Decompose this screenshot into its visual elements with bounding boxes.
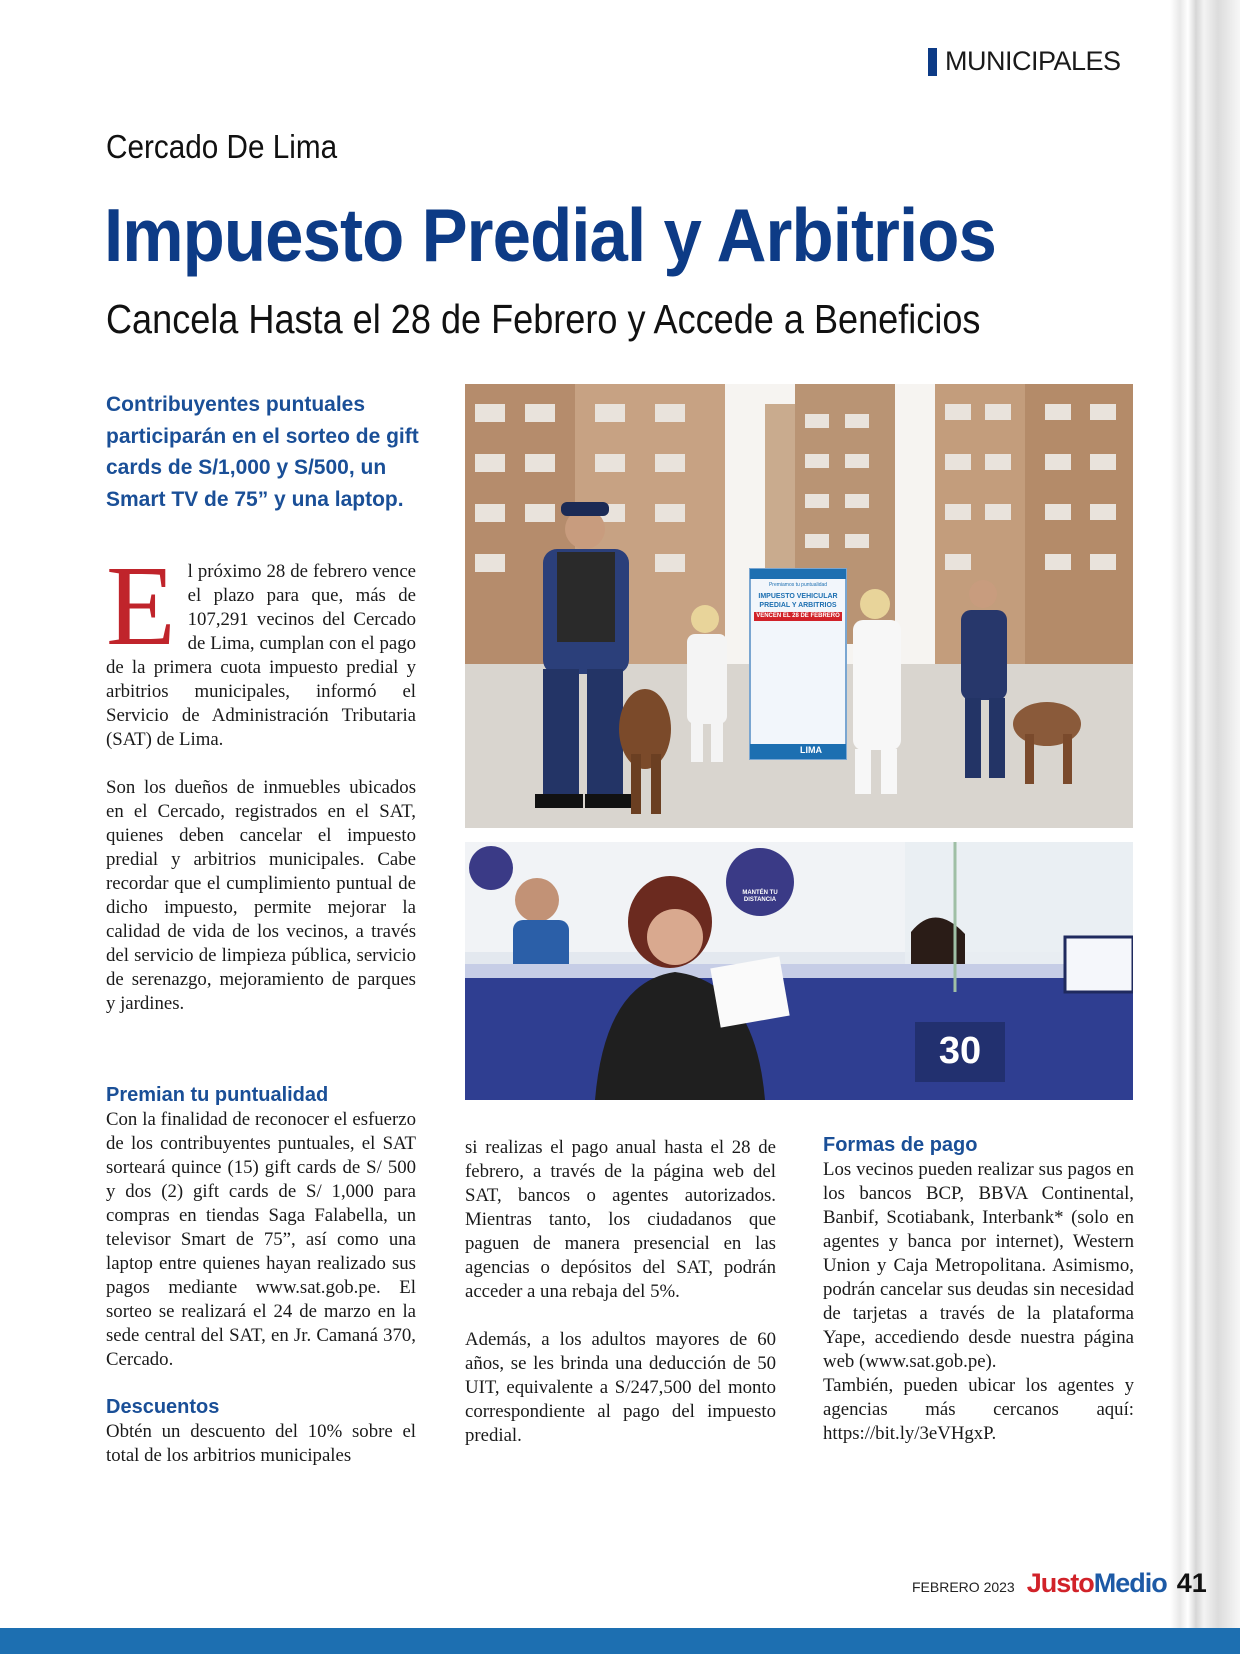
paragraph-adultos: Además, a los adultos mayores de 60 años, se les brinda una deducción de 50 UIT, equivalente a S/247,500 del monto correspondiente al pago del impuesto predial.: [465, 1329, 776, 1446]
page-number: 41: [1176, 1568, 1207, 1598]
banner-title-2: PREDIAL Y ARBITRIOS: [759, 602, 837, 609]
banner-title-1: IMPUESTO VEHICULAR: [758, 593, 838, 600]
photo-serenazgo-banner: [465, 384, 1133, 828]
article-column-3: [823, 1132, 1134, 1446]
intro-text: l próximo 28 de febrero vence el plazo para que, más de 107,291 vecinos del Cercado de Lima, cumplan con el pago de la primera cuota impuesto predial y arbitrios municipales, informó el Servicio de Administración Tributaria (SAT) de Lima.: [106, 561, 416, 750]
article-column-1: [106, 542, 416, 1016]
headline: Impuesto Predial y Arbitrios: [104, 193, 996, 277]
section-tag: [928, 46, 1121, 77]
article-column-1-lower: [106, 1082, 416, 1468]
section-marker: [928, 48, 937, 76]
banner-brand: LIMA: [800, 745, 822, 755]
distance-sign-text: MANTÉN TU DISTANCIA: [742, 890, 778, 903]
paragraph-descuentos: Obtén un descuento del 10% sobre el total de los arbitrios municipales: [106, 1421, 416, 1466]
photo-sat-counter: [465, 842, 1133, 1100]
heading-formas-de-pago: Formas de pago: [823, 1134, 978, 1156]
lead-paragraph: Contribuyentes puntuales participarán en el sorteo de gift cards de S/1,000 y S/500, un Smart TV de 75” y una laptop.: [106, 393, 419, 511]
banner-small-text: Premiamos tu puntualidad: [768, 582, 828, 588]
article-column-2: [465, 1136, 776, 1448]
page-footer: [912, 1568, 1207, 1599]
brand-logo-justo: Justo: [1026, 1568, 1094, 1598]
kicker: Cercado De Lima: [106, 128, 338, 165]
banner-deadline: VENCEN EL 28 DE FEBRERO: [754, 612, 842, 621]
paragraph-formas: Los vecinos pueden realizar sus pagos en los bancos BCP, BBVA Continental, Banbif, Scotiabank, Interbank* (solo en agentes y banca por internet), Western Union y Caja Metropolitana. Asimismo, podrán cancelar sus deudas sin necesidad de tarjetas a través de la plataforma Yape, accediendo desde nuestra página web (www.sat.gob.pe).: [823, 1159, 1134, 1372]
paragraph-intro: [106, 542, 416, 752]
paragraph-owners: Son los dueños de inmuebles ubicados en el Cercado, registrados en el SAT, quienes deben cancelar el impuesto predial y arbitrios municipales. Cabe recordar que el cumplimiento puntual de dicho impuesto, permite mejorar la calidad de vida de los vecinos, a través del servicio de limpieza pública, servicio de serenazgo, mejoramiento de parques y jardines.: [106, 777, 416, 1014]
counter-number: 30: [938, 1030, 982, 1072]
paragraph-pago-anual: si realizas el pago anual hasta el 28 de febrero, a través de la página web del SAT, bancos o agentes autorizados. Mientras tanto, los ciudadanos que paguen de manera presencial en las agencias o depósitos del SAT, podrán acceder a una rebaja del 5%.: [465, 1137, 776, 1302]
photo-counter-illustration: [465, 842, 1133, 1100]
drop-cap: E: [106, 542, 176, 669]
paragraph-agentes: También, pueden ubicar los agentes y agencias más cercanos aquí: https://bit.ly/3eVHgxP.: [823, 1375, 1134, 1444]
bottom-color-bar: [0, 1628, 1240, 1654]
heading-descuentos: Descuentos: [106, 1396, 220, 1418]
issue-date: FEBRERO 2023: [912, 1579, 1015, 1595]
sat-banner-text: [750, 582, 846, 623]
page-spine-shading: [1170, 0, 1240, 1654]
section-label: MUNICIPALES: [945, 46, 1121, 76]
heading-premian: Premian tu puntualidad: [106, 1084, 329, 1106]
subheadline: Cancela Hasta el 28 de Febrero y Accede a Beneficios: [106, 296, 981, 342]
paragraph-premian: Con la finalidad de reconocer el esfuerzo de los contribuyentes puntuales, el SAT sorteará quince (15) gift cards de S/ 500 y dos (2) gift cards de S/ 1,000 para compras en tiendas Saga Falabella, un televisor Smart de 75”, así como una laptop entre quienes hayan realizado sus pagos mediante www.sat.gob.pe. El sorteo se realizará el 24 de marzo en la sede central del SAT, en Jr. Camaná 370, Cercado.: [106, 1109, 416, 1370]
brand-logo-medio: Medio: [1093, 1568, 1167, 1598]
